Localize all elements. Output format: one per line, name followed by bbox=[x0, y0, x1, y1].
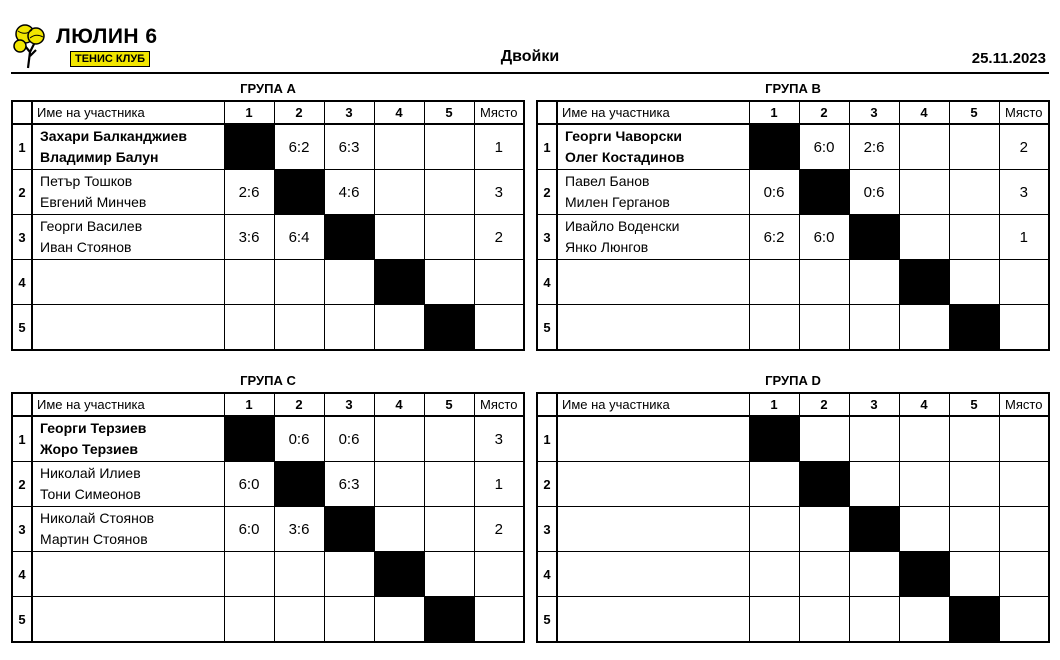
team-names-cell bbox=[32, 507, 224, 552]
team-names-cell bbox=[32, 552, 224, 597]
header-name-cell: Име на участника bbox=[32, 393, 224, 416]
table-header-row bbox=[537, 101, 1049, 124]
player-2-name: Мартин Стоянов bbox=[40, 531, 148, 547]
diagonal-blocked-cell bbox=[899, 552, 949, 597]
score-cell bbox=[374, 170, 424, 215]
team-names-cell bbox=[557, 597, 749, 643]
header-place-cell: Място bbox=[999, 393, 1049, 416]
player-2-name: Янко Люнгов bbox=[565, 239, 649, 255]
group-title: ГРУПА В bbox=[765, 81, 821, 96]
row-number: 4 bbox=[537, 552, 557, 597]
player-1-name: Георги Чаворски bbox=[565, 128, 682, 144]
table-row bbox=[537, 416, 1049, 462]
table-row bbox=[12, 597, 524, 643]
diagonal-blocked-cell bbox=[949, 597, 999, 643]
team-names-cell bbox=[32, 597, 224, 643]
place-cell bbox=[474, 305, 524, 351]
score-cell bbox=[749, 507, 799, 552]
score-cell bbox=[224, 305, 274, 351]
score-cell bbox=[324, 305, 374, 351]
diagonal-blocked-cell bbox=[224, 124, 274, 170]
page-title: Двойки bbox=[500, 48, 560, 65]
score-cell bbox=[424, 507, 474, 552]
score-cell: 6:3 bbox=[324, 124, 374, 170]
place-cell: 1 bbox=[474, 124, 524, 170]
header-opponent-cell: 1 bbox=[224, 393, 274, 416]
table-row bbox=[537, 170, 1049, 215]
score-cell: 2:6 bbox=[849, 124, 899, 170]
header-place-cell: Място bbox=[999, 101, 1049, 124]
table-row bbox=[537, 124, 1049, 170]
score-cell bbox=[849, 305, 899, 351]
score-cell bbox=[749, 552, 799, 597]
score-cell bbox=[424, 416, 474, 462]
score-cell: 6:3 bbox=[324, 462, 374, 507]
score-cell: 6:2 bbox=[749, 215, 799, 260]
row-number: 5 bbox=[537, 597, 557, 643]
row-number: 4 bbox=[12, 260, 32, 305]
table-row bbox=[537, 305, 1049, 351]
diagonal-blocked-cell bbox=[424, 305, 474, 351]
score-cell bbox=[749, 597, 799, 643]
score-cell: 6:0 bbox=[224, 507, 274, 552]
row-number: 3 bbox=[12, 215, 32, 260]
team-names-cell bbox=[557, 260, 749, 305]
score-cell: 6:2 bbox=[274, 124, 324, 170]
score-cell bbox=[424, 260, 474, 305]
header-opponent-cell: 4 bbox=[374, 393, 424, 416]
header-name-cell: Име на участника bbox=[557, 101, 749, 124]
player-2-name: Жоро Терзиев bbox=[40, 441, 138, 457]
score-cell bbox=[424, 124, 474, 170]
header-opponent-cell: 5 bbox=[424, 101, 474, 124]
score-cell bbox=[274, 305, 324, 351]
diagonal-blocked-cell bbox=[424, 597, 474, 643]
table-row bbox=[537, 597, 1049, 643]
header-index-cell bbox=[12, 101, 32, 124]
table-row bbox=[12, 507, 524, 552]
diagonal-blocked-cell bbox=[274, 170, 324, 215]
place-cell bbox=[999, 507, 1049, 552]
header-place-cell: Място bbox=[474, 101, 524, 124]
score-cell bbox=[224, 552, 274, 597]
score-cell bbox=[899, 507, 949, 552]
row-number: 2 bbox=[537, 170, 557, 215]
player-1-name: Николай Стоянов bbox=[40, 510, 155, 526]
score-cell bbox=[949, 552, 999, 597]
row-number: 1 bbox=[537, 416, 557, 462]
row-number: 5 bbox=[537, 305, 557, 351]
header-opponent-cell: 2 bbox=[799, 393, 849, 416]
score-cell: 4:6 bbox=[324, 170, 374, 215]
score-cell bbox=[324, 597, 374, 643]
place-cell bbox=[474, 260, 524, 305]
group-title: ГРУПА D bbox=[765, 373, 821, 388]
place-cell: 3 bbox=[999, 170, 1049, 215]
score-cell: 0:6 bbox=[749, 170, 799, 215]
team-names-cell bbox=[32, 462, 224, 507]
score-cell bbox=[224, 597, 274, 643]
score-cell bbox=[374, 597, 424, 643]
header-opponent-cell: 3 bbox=[324, 101, 374, 124]
team-names-cell bbox=[32, 260, 224, 305]
team-names-cell bbox=[32, 305, 224, 351]
table-row bbox=[12, 416, 524, 462]
header-opponent-cell: 4 bbox=[899, 101, 949, 124]
score-cell bbox=[899, 124, 949, 170]
table-row bbox=[537, 215, 1049, 260]
score-cell bbox=[899, 462, 949, 507]
header-divider bbox=[11, 72, 1049, 74]
team-names-cell bbox=[557, 416, 749, 462]
table-row bbox=[12, 305, 524, 351]
diagonal-blocked-cell bbox=[949, 305, 999, 351]
player-1-name: Георги Василев bbox=[40, 218, 143, 234]
place-cell: 3 bbox=[474, 170, 524, 215]
row-number: 2 bbox=[537, 462, 557, 507]
group-table bbox=[11, 392, 525, 643]
player-2-name: Тони Симеонов bbox=[40, 486, 141, 502]
team-names-cell bbox=[557, 305, 749, 351]
score-cell bbox=[374, 305, 424, 351]
row-number: 5 bbox=[12, 597, 32, 643]
group-table bbox=[536, 392, 1050, 643]
score-cell bbox=[899, 597, 949, 643]
place-cell bbox=[999, 552, 1049, 597]
row-number: 4 bbox=[537, 260, 557, 305]
table-row bbox=[12, 552, 524, 597]
diagonal-blocked-cell bbox=[324, 507, 374, 552]
table-row bbox=[12, 215, 524, 260]
player-2-name: Иван Стоянов bbox=[40, 239, 132, 255]
header-index-cell bbox=[12, 393, 32, 416]
score-cell: 3:6 bbox=[224, 215, 274, 260]
logo-subtitle: ТЕНИС КЛУБ bbox=[70, 51, 150, 67]
place-cell: 1 bbox=[474, 462, 524, 507]
score-cell: 6:0 bbox=[799, 124, 849, 170]
header-opponent-cell: 2 bbox=[274, 393, 324, 416]
diagonal-blocked-cell bbox=[899, 260, 949, 305]
player-1-name: Павел Банов bbox=[565, 173, 650, 189]
team-names-cell bbox=[557, 507, 749, 552]
diagonal-blocked-cell bbox=[799, 462, 849, 507]
score-cell bbox=[274, 260, 324, 305]
place-cell: 3 bbox=[474, 416, 524, 462]
header-opponent-cell: 5 bbox=[949, 101, 999, 124]
score-cell bbox=[849, 416, 899, 462]
place-cell bbox=[999, 416, 1049, 462]
header-place-cell: Място bbox=[474, 393, 524, 416]
place-cell bbox=[474, 597, 524, 643]
score-cell bbox=[799, 597, 849, 643]
score-cell bbox=[849, 597, 899, 643]
row-number: 2 bbox=[12, 170, 32, 215]
score-cell: 0:6 bbox=[274, 416, 324, 462]
score-cell bbox=[949, 507, 999, 552]
header-opponent-cell: 3 bbox=[849, 393, 899, 416]
player-1-name: Георги Терзиев bbox=[40, 420, 147, 436]
team-names-cell bbox=[557, 170, 749, 215]
score-cell: 0:6 bbox=[324, 416, 374, 462]
row-number: 5 bbox=[12, 305, 32, 351]
team-names-cell bbox=[557, 215, 749, 260]
score-cell bbox=[949, 260, 999, 305]
group-title: ГРУПА А bbox=[240, 81, 296, 96]
table-header-row bbox=[12, 393, 524, 416]
row-number: 4 bbox=[12, 552, 32, 597]
score-cell bbox=[374, 507, 424, 552]
group-title: ГРУПА С bbox=[240, 373, 296, 388]
diagonal-blocked-cell bbox=[224, 416, 274, 462]
score-cell bbox=[899, 170, 949, 215]
header-opponent-cell: 1 bbox=[749, 101, 799, 124]
row-number: 1 bbox=[537, 124, 557, 170]
table-row bbox=[537, 507, 1049, 552]
score-cell bbox=[424, 215, 474, 260]
place-cell: 2 bbox=[999, 124, 1049, 170]
score-cell bbox=[849, 552, 899, 597]
logo-name: ЛЮЛИН 6 bbox=[56, 25, 158, 48]
header-name-cell: Име на участника bbox=[32, 101, 224, 124]
score-cell bbox=[849, 462, 899, 507]
header-opponent-cell: 2 bbox=[274, 101, 324, 124]
place-cell bbox=[999, 305, 1049, 351]
table-row bbox=[12, 124, 524, 170]
score-cell: 2:6 bbox=[224, 170, 274, 215]
score-cell bbox=[899, 215, 949, 260]
team-names-cell bbox=[557, 124, 749, 170]
score-cell bbox=[224, 260, 274, 305]
player-1-name: Захари Балканджиев bbox=[40, 128, 187, 144]
score-cell bbox=[899, 416, 949, 462]
score-cell: 6:0 bbox=[224, 462, 274, 507]
player-1-name: Петър Тошков bbox=[40, 173, 133, 189]
score-cell bbox=[799, 260, 849, 305]
player-1-name: Николай Илиев bbox=[40, 465, 141, 481]
place-cell: 2 bbox=[474, 507, 524, 552]
player-2-name: Евгений Минчев bbox=[40, 194, 147, 210]
diagonal-blocked-cell bbox=[274, 462, 324, 507]
table-row bbox=[537, 552, 1049, 597]
header-index-cell bbox=[537, 393, 557, 416]
score-cell: 0:6 bbox=[849, 170, 899, 215]
score-cell bbox=[424, 462, 474, 507]
header-opponent-cell: 3 bbox=[849, 101, 899, 124]
header-name-cell: Име на участника bbox=[557, 393, 749, 416]
place-cell: 1 bbox=[999, 215, 1049, 260]
row-number: 1 bbox=[12, 416, 32, 462]
score-cell bbox=[799, 305, 849, 351]
score-cell: 3:6 bbox=[274, 507, 324, 552]
group-table bbox=[536, 100, 1050, 351]
score-cell bbox=[949, 416, 999, 462]
score-cell bbox=[899, 305, 949, 351]
place-cell bbox=[999, 260, 1049, 305]
header-opponent-cell: 3 bbox=[324, 393, 374, 416]
diagonal-blocked-cell bbox=[374, 552, 424, 597]
score-cell bbox=[799, 552, 849, 597]
diagonal-blocked-cell bbox=[849, 507, 899, 552]
header-opponent-cell: 5 bbox=[949, 393, 999, 416]
score-cell bbox=[799, 416, 849, 462]
team-names-cell bbox=[32, 416, 224, 462]
score-cell: 6:0 bbox=[799, 215, 849, 260]
player-2-name: Владимир Балун bbox=[40, 149, 159, 165]
row-number: 1 bbox=[12, 124, 32, 170]
row-number: 2 bbox=[12, 462, 32, 507]
diagonal-blocked-cell bbox=[374, 260, 424, 305]
player-2-name: Олег Костадинов bbox=[565, 149, 685, 165]
score-cell bbox=[849, 260, 899, 305]
score-cell bbox=[799, 507, 849, 552]
table-row bbox=[12, 260, 524, 305]
player-1-name: Ивайло Воденски bbox=[565, 218, 680, 234]
score-cell bbox=[424, 552, 474, 597]
table-row bbox=[12, 462, 524, 507]
header-index-cell bbox=[537, 101, 557, 124]
score-cell bbox=[374, 215, 424, 260]
score-cell bbox=[949, 170, 999, 215]
score-cell bbox=[374, 416, 424, 462]
score-cell bbox=[749, 462, 799, 507]
table-header-row bbox=[12, 101, 524, 124]
team-names-cell bbox=[32, 215, 224, 260]
score-cell bbox=[949, 462, 999, 507]
player-2-name: Милен Герганов bbox=[565, 194, 670, 210]
score-cell: 6:4 bbox=[274, 215, 324, 260]
team-names-cell bbox=[557, 462, 749, 507]
diagonal-blocked-cell bbox=[749, 416, 799, 462]
score-cell bbox=[374, 124, 424, 170]
diagonal-blocked-cell bbox=[324, 215, 374, 260]
place-cell bbox=[999, 597, 1049, 643]
row-number: 3 bbox=[537, 507, 557, 552]
team-names-cell bbox=[32, 124, 224, 170]
header-opponent-cell: 4 bbox=[374, 101, 424, 124]
score-cell bbox=[749, 260, 799, 305]
team-names-cell bbox=[32, 170, 224, 215]
header-opponent-cell: 4 bbox=[899, 393, 949, 416]
table-row bbox=[12, 170, 524, 215]
score-cell bbox=[324, 260, 374, 305]
table-row bbox=[537, 260, 1049, 305]
score-cell bbox=[949, 215, 999, 260]
score-cell bbox=[274, 552, 324, 597]
header-opponent-cell: 2 bbox=[799, 101, 849, 124]
table-row bbox=[537, 462, 1049, 507]
place-cell bbox=[474, 552, 524, 597]
diagonal-blocked-cell bbox=[799, 170, 849, 215]
score-cell bbox=[374, 462, 424, 507]
diagonal-blocked-cell bbox=[749, 124, 799, 170]
team-names-cell bbox=[557, 552, 749, 597]
place-cell: 2 bbox=[474, 215, 524, 260]
diagonal-blocked-cell bbox=[849, 215, 899, 260]
place-cell bbox=[999, 462, 1049, 507]
page-date: 25.11.2023 bbox=[971, 50, 1046, 67]
score-cell bbox=[274, 597, 324, 643]
header-opponent-cell: 1 bbox=[224, 101, 274, 124]
score-cell bbox=[949, 124, 999, 170]
score-cell bbox=[324, 552, 374, 597]
score-cell bbox=[424, 170, 474, 215]
group-table bbox=[11, 100, 525, 351]
table-header-row bbox=[537, 393, 1049, 416]
row-number: 3 bbox=[537, 215, 557, 260]
row-number: 3 bbox=[12, 507, 32, 552]
header-opponent-cell: 5 bbox=[424, 393, 474, 416]
header-opponent-cell: 1 bbox=[749, 393, 799, 416]
page-header bbox=[0, 0, 1060, 78]
score-cell bbox=[749, 305, 799, 351]
